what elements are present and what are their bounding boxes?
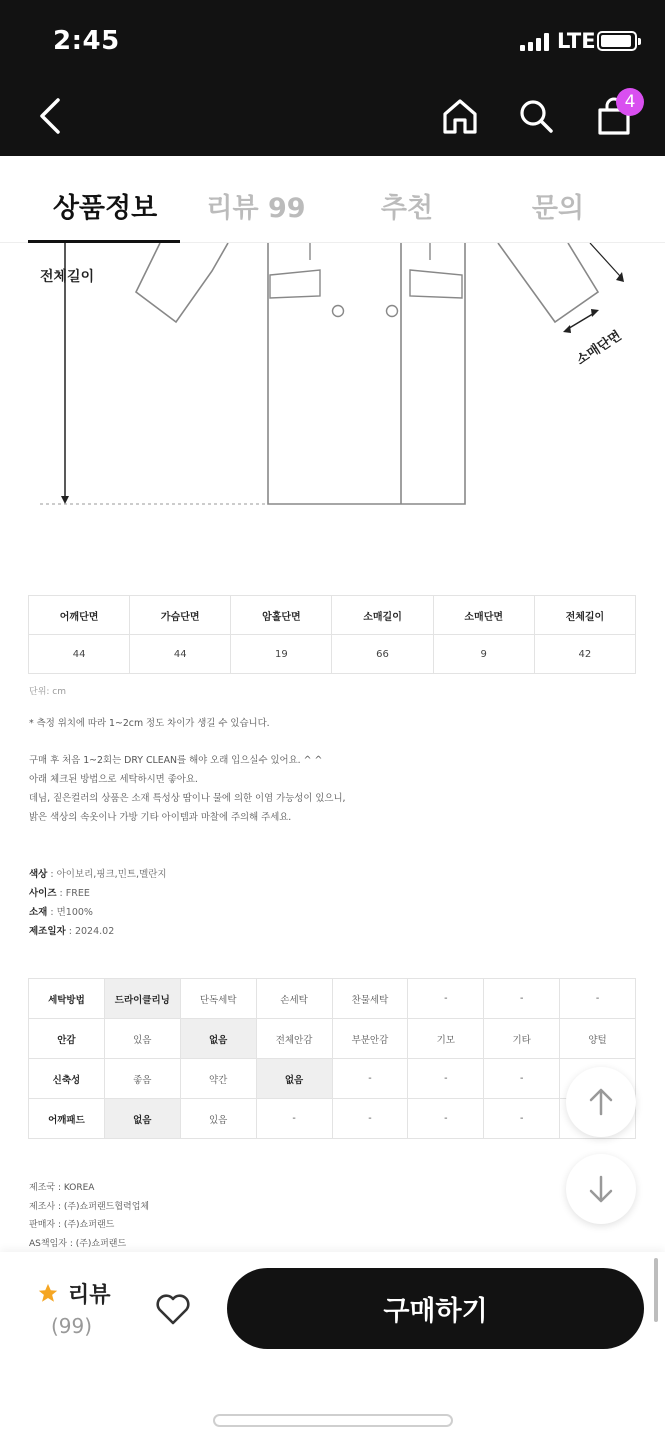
status-time: 2:45 <box>53 26 120 56</box>
size-value: 42 <box>534 635 635 674</box>
size-table <box>28 595 636 674</box>
spec-manufacture-date: 제조일자 : 2024.02 <box>29 926 115 937</box>
care-option: 있음 <box>104 1019 180 1059</box>
care-option: 기모 <box>408 1019 484 1059</box>
product-tabs <box>0 156 665 243</box>
care-option: 손세탁 <box>256 979 332 1019</box>
care-row-heading: 어깨패드 <box>29 1099 105 1139</box>
measure-note: * 측정 위치에 따라 1~2cm 정도 차이가 생길 수 있습니다. <box>29 718 270 729</box>
star-icon <box>37 1282 59 1304</box>
care-option: - <box>484 1059 560 1099</box>
total-length-label: 전체길이 <box>40 269 95 285</box>
tab-recommend[interactable]: 추천 <box>380 193 434 224</box>
care-option: 단독세탁 <box>180 979 256 1019</box>
scroll-down-button[interactable] <box>566 1154 636 1224</box>
size-header: 소매단면 <box>433 596 534 635</box>
care-option: - <box>408 979 484 1019</box>
care-option: - <box>484 1099 560 1139</box>
spec-material: 소재 : 면100% <box>29 907 93 918</box>
care-option: 찬물세탁 <box>332 979 408 1019</box>
spec-color: 색상 : 아이보리,핑크,민트,멜란지 <box>29 869 167 880</box>
care-row-heading: 안감 <box>29 1019 105 1059</box>
tab-inquiry[interactable]: 문의 <box>531 193 585 224</box>
size-header: 암홀단면 <box>231 596 332 635</box>
care-option: 있음 <box>180 1099 256 1139</box>
care-option-selected: 드라이클리닝 <box>104 979 180 1019</box>
care-option: 약간 <box>180 1059 256 1099</box>
care-option: - <box>408 1059 484 1099</box>
care-table-row <box>29 1059 636 1099</box>
size-value: 44 <box>29 635 130 674</box>
home-indicator <box>213 1414 453 1427</box>
size-header: 가슴단면 <box>130 596 231 635</box>
care-option: 부분안감 <box>332 1019 408 1059</box>
buy-button[interactable]: 구매하기 <box>227 1268 644 1349</box>
care-option-selected: 없음 <box>180 1019 256 1059</box>
size-value: 66 <box>332 635 433 674</box>
care-option: 양털 <box>560 1019 636 1059</box>
care-table-row <box>29 1099 636 1139</box>
care-option: 기타 <box>484 1019 560 1059</box>
care-note-line: 구매 후 처음 1~2회는 DRY CLEAN를 해야 오래 입으실수 있어요. ^ ^ <box>29 755 323 766</box>
review-count: (99) <box>51 1314 93 1338</box>
care-row-heading: 신축성 <box>29 1059 105 1099</box>
care-table <box>28 978 636 1139</box>
care-option: - <box>408 1099 484 1139</box>
signal-icon <box>520 33 550 51</box>
size-table-header-row <box>29 596 636 635</box>
care-option: 좋음 <box>104 1059 180 1099</box>
care-option: 전체안감 <box>256 1019 332 1059</box>
size-header: 소매길이 <box>332 596 433 635</box>
scroll-up-button[interactable] <box>566 1067 636 1137</box>
care-note-line: 데님, 짙은컬러의 상품은 소재 특성상 땀이나 물에 의한 이염 가능성이 있으니, <box>29 793 346 804</box>
care-option: - <box>560 979 636 1019</box>
page-scrollbar[interactable] <box>654 1258 658 1322</box>
spec-size: 사이즈 : FREE <box>29 888 90 899</box>
back-arrow-icon <box>36 96 64 136</box>
care-note-line: 아래 체크된 방법으로 세탁하시면 좋아요. <box>29 774 198 785</box>
size-diagram <box>0 243 665 533</box>
home-button[interactable] <box>436 92 484 140</box>
care-option: - <box>332 1099 408 1139</box>
care-note-line: 밝은 색상의 속옷이나 가방 기타 아이템과 마찰에 주의해 주세요. <box>29 812 292 823</box>
size-value: 9 <box>433 635 534 674</box>
mfg-maker: 제조사 : (주)쇼퍼랜드협력업체 <box>29 1202 150 1212</box>
care-table-row <box>29 1019 636 1059</box>
tab-product-info[interactable]: 상품정보 <box>52 193 158 224</box>
mfg-seller: 판매자 : (주)쇼퍼랜드 <box>29 1220 115 1230</box>
size-table-value-row <box>29 635 636 674</box>
tab-reviews[interactable]: 리뷰 99 <box>206 193 306 224</box>
size-value: 44 <box>130 635 231 674</box>
unit-note: 단위: cm <box>29 687 66 697</box>
battery-icon <box>597 31 637 51</box>
back-button[interactable] <box>26 92 74 140</box>
care-option: - <box>256 1099 332 1139</box>
cart-count-badge: 4 <box>616 88 644 116</box>
care-option-selected: 없음 <box>104 1099 180 1139</box>
care-option-selected: 없음 <box>256 1059 332 1099</box>
sleeve-end-label: 소매단면 <box>574 328 625 369</box>
arrow-down-icon <box>588 1174 614 1204</box>
size-header: 전체길이 <box>534 596 635 635</box>
size-header: 어깨단면 <box>29 596 130 635</box>
care-option: - <box>332 1059 408 1099</box>
search-icon <box>516 96 556 136</box>
review-label[interactable]: 리뷰 <box>68 1283 111 1308</box>
mfg-country: 제조국 : KOREA <box>29 1183 95 1193</box>
wishlist-button[interactable] <box>152 1288 194 1330</box>
mfg-as-contact: AS책임자 : (주)쇼퍼랜드 <box>29 1239 127 1249</box>
arrow-up-icon <box>588 1087 614 1117</box>
top-bar <box>0 0 665 156</box>
network-label: LTE <box>557 29 596 53</box>
size-value: 19 <box>231 635 332 674</box>
care-row-heading: 세탁방법 <box>29 979 105 1019</box>
home-icon <box>440 96 480 136</box>
care-option: - <box>484 979 560 1019</box>
care-table-row <box>29 979 636 1019</box>
heart-icon <box>155 1292 191 1326</box>
search-button[interactable] <box>512 92 560 140</box>
